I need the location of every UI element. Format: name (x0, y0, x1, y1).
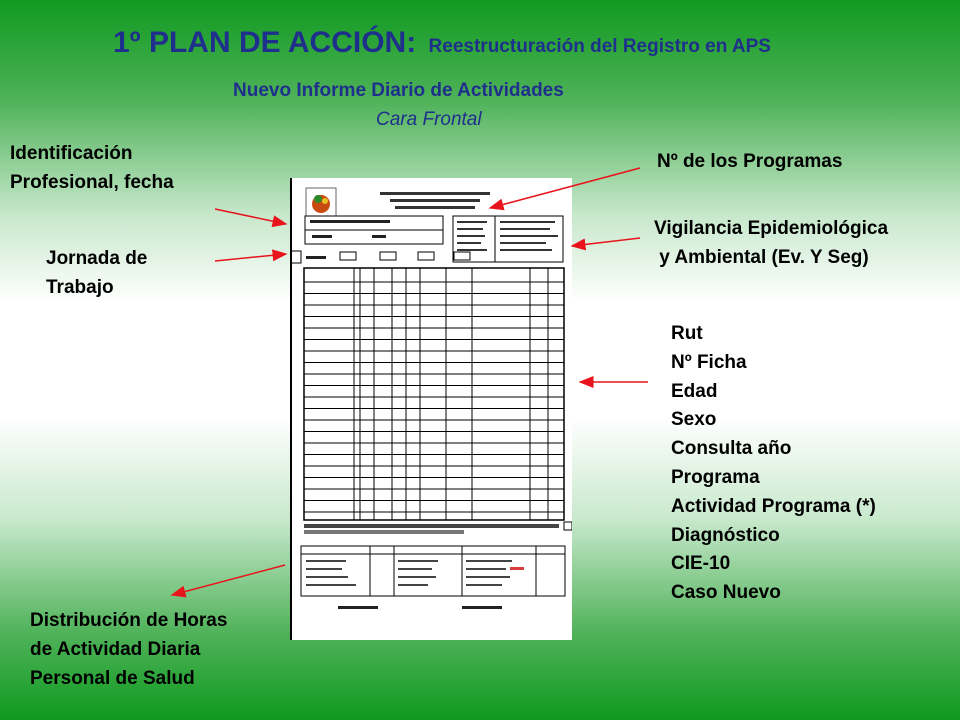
campo-diagnostico: Diagnóstico (671, 524, 780, 546)
campo-ficha: Nº Ficha (671, 351, 747, 373)
slide-subtitle: Nuevo Informe Diario de Actividades (233, 80, 564, 101)
campo-actividad-programa: Actividad Programa (*) (671, 495, 876, 517)
campo-cie10: CIE-10 (671, 553, 731, 575)
callout-jornada-line1: Jornada de (46, 248, 148, 269)
callout-identificacion-line2: Profesional, fecha (10, 172, 174, 193)
callout-distribucion-line2: de Actividad Diaria (30, 639, 201, 660)
arrow-programas (490, 168, 640, 208)
campo-sexo: Sexo (671, 409, 717, 431)
arrow-jornada (215, 254, 286, 261)
callout-distribucion-line3: Personal de Salud (30, 668, 195, 689)
campo-rut: Rut (671, 323, 703, 344)
title-main: 1º PLAN DE ACCIÓN: (113, 26, 417, 59)
campo-consulta-ano: Consulta año (671, 438, 792, 460)
campo-edad: Edad (671, 380, 718, 402)
callout-programas: Nº de los Programas (657, 151, 843, 172)
callout-distribucion-line1: Distribución de Horas (30, 610, 228, 631)
title-sub: Reestructuración del Registro en APS (428, 36, 771, 57)
arrow-vigilancia (572, 238, 640, 246)
arrow-distribucion (172, 565, 285, 595)
campo-programa: Programa (671, 466, 760, 488)
callout-vigilancia-line2: y Ambiental (Ev. Y Seg) (654, 247, 869, 268)
callout-vigilancia-line1: Vigilancia Epidemiológica (654, 218, 889, 239)
callout-jornada-line2: Trabajo (46, 277, 114, 298)
callout-identificacion-line1: Identificación (10, 143, 133, 164)
arrow-identificacion (215, 209, 286, 224)
slide-subtitle-2: Cara Frontal (376, 109, 482, 130)
campo-caso-nuevo: Caso Nuevo (671, 582, 781, 604)
